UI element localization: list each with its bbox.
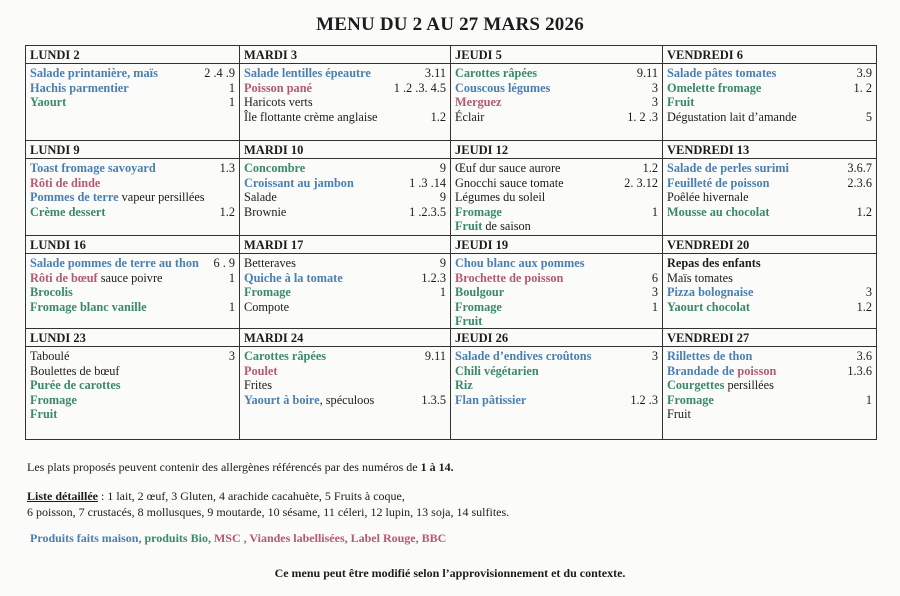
day-cell <box>663 329 876 439</box>
day-cell <box>663 141 876 235</box>
dish-name: Feuilleté de poisson <box>667 175 770 190</box>
day-header: LUNDI 16 <box>26 236 239 254</box>
day-cell <box>451 141 663 235</box>
day-cell <box>451 46 663 140</box>
dish-name: Betteraves <box>244 256 296 270</box>
dish-item <box>30 256 235 271</box>
allergen-codes: 1.2 <box>219 204 235 219</box>
day-cell <box>26 46 240 140</box>
dish-name: Boulgour <box>455 285 505 299</box>
dish-name: Œuf dur sauce aurore <box>455 161 561 175</box>
allergen-codes: 1.2 <box>642 161 658 175</box>
allergen-codes: 1.3.6 <box>847 363 872 378</box>
dish-item <box>455 176 658 191</box>
allergens-list-text1: : 1 lait, 2 œuf, 3 Gluten, 4 arachide cacahuète, 5 Fruits à coque, <box>97 489 405 503</box>
dish-item <box>455 66 658 81</box>
dish-item <box>667 205 872 220</box>
allergens-intro: Les plats proposés peuvent contenir des allergènes référencés par des numéros de <box>27 460 421 474</box>
dish-item <box>455 393 658 408</box>
dish-item <box>455 300 658 315</box>
allergen-codes: 1 <box>228 95 235 109</box>
dish-name: Fruit <box>30 407 58 421</box>
dish-name: Fromage <box>455 299 502 314</box>
day-cell <box>451 329 663 439</box>
allergen-codes: 1.3 <box>219 161 235 175</box>
allergen-codes: 9.11 <box>424 349 446 363</box>
dish-item <box>667 364 872 379</box>
allergen-codes: 3.6 <box>856 349 872 363</box>
day-header: JEUDI 19 <box>451 236 662 254</box>
day-header: MARDI 3 <box>240 46 450 64</box>
dish-name: Merguez <box>455 95 502 109</box>
dish-name: Boulettes de bœuf <box>30 363 120 378</box>
dish-list <box>451 159 662 234</box>
allergen-codes: 1 <box>651 299 658 314</box>
day-cell <box>451 236 663 328</box>
allergen-codes: 2 .4 .9 <box>204 66 235 80</box>
allergen-codes: 1 <box>228 80 235 95</box>
dish-item <box>30 81 235 96</box>
allergen-codes: 6 . 9 <box>213 256 235 270</box>
allergen-codes: 1 .2.3.5 <box>409 204 446 219</box>
day-header: VENDREDI 27 <box>663 329 876 347</box>
day-cell <box>240 141 451 235</box>
allergen-codes: 2.3.6 <box>847 175 872 190</box>
dish-name: Fromage <box>667 392 714 407</box>
dish-item <box>455 378 658 393</box>
dish-item <box>244 81 446 96</box>
day-cell <box>663 46 876 140</box>
dish-item <box>455 81 658 96</box>
day-cell <box>26 236 240 328</box>
dish-item <box>455 205 658 220</box>
allergen-codes: 1 <box>651 204 658 219</box>
legend-item: MSC <box>213 531 241 545</box>
legend-item: Produits faits maison, <box>30 531 145 545</box>
dish-list <box>240 64 450 124</box>
allergen-codes: 1 .3 .14 <box>409 175 446 190</box>
dish-item <box>455 190 658 205</box>
dish-name: Omelette fromage <box>667 80 762 95</box>
legend <box>30 531 446 546</box>
dish-item <box>667 110 872 125</box>
allergens-range: 1 à 14. <box>420 460 454 474</box>
allergen-codes: 1.2.3 <box>421 270 446 285</box>
dish-item <box>667 349 872 364</box>
allergen-codes: 1.3.5 <box>421 392 446 407</box>
allergen-codes: 1 <box>228 270 235 285</box>
dish-name: Rillettes de thon <box>667 349 753 363</box>
dish-name: Purée de carottes <box>30 378 121 392</box>
dish-item <box>455 95 658 110</box>
allergen-codes: 5 <box>865 109 872 124</box>
day-header: VENDREDI 20 <box>663 236 876 254</box>
dish-item <box>244 271 446 286</box>
dish-name: Chili végétarien <box>455 363 539 378</box>
dish-detail: persillées <box>724 378 774 392</box>
dish-item <box>30 176 235 191</box>
dish-name: Fromage <box>455 204 502 219</box>
allergen-codes: 1 .2 .3. 4.5 <box>393 80 446 95</box>
dish-name: Dégustation lait d’amande <box>667 109 797 124</box>
dish-item <box>667 81 872 96</box>
dish-item <box>667 393 872 408</box>
dish-list <box>663 64 876 124</box>
dish-name: Courgettes <box>667 378 725 392</box>
day-cell <box>26 141 240 235</box>
dish-item <box>244 256 446 271</box>
day-header: LUNDI 2 <box>26 46 239 64</box>
dish-name: Fromage <box>244 285 291 299</box>
dish-name: Toast fromage savoyard <box>30 161 156 175</box>
dish-name: Rôti de dinde <box>30 175 101 190</box>
allergen-codes: 3 <box>651 349 658 363</box>
allergen-codes: 9 <box>439 190 446 204</box>
dish-item <box>30 300 235 315</box>
allergen-codes: 3 <box>651 80 658 95</box>
dish-name: Fruit <box>667 95 695 109</box>
dish-name: Brocolis <box>30 285 73 299</box>
allergen-codes: 3 <box>865 285 872 299</box>
dish-name: Croissant au jambon <box>244 175 354 190</box>
allergens-list-line1 <box>27 489 405 504</box>
dish-item <box>30 161 235 176</box>
dish-name: Yaourt <box>30 95 67 109</box>
dish-item <box>30 285 235 300</box>
dish-name: Frites <box>244 378 273 392</box>
dish-name: Île flottante crème anglaise <box>244 109 378 124</box>
dish-name: Poêlée hivernale <box>667 190 749 204</box>
allergen-codes: 3 <box>228 349 235 363</box>
dish-item <box>455 110 658 125</box>
dish-name: Fromage <box>30 392 77 407</box>
dish-name: Carottes râpées <box>244 349 327 363</box>
day-header: MARDI 10 <box>240 141 450 159</box>
dish-detail: , spéculoos <box>319 392 375 407</box>
legend-item: produits Bio, <box>144 531 214 545</box>
dish-item <box>455 161 658 176</box>
allergen-codes: 9 <box>439 161 446 175</box>
dish-name: Chou blanc aux pommes <box>455 256 585 270</box>
dish-item <box>244 161 446 176</box>
dish-item <box>30 205 235 220</box>
dish-name: Couscous légumes <box>455 80 551 95</box>
dish-name: Poisson pané <box>244 80 312 95</box>
dish-list <box>26 159 239 219</box>
allergen-codes: 1.2 <box>856 204 872 219</box>
week-row <box>26 141 876 236</box>
dish-name: Carottes râpées <box>455 66 538 80</box>
dish-detail: vapeur persillées <box>118 190 205 204</box>
dish-item <box>30 378 235 393</box>
dish-item <box>30 271 235 286</box>
dish-list <box>663 254 876 314</box>
dish-name: Salade lentilles épeautre <box>244 66 371 80</box>
dish-name: Pommes de terre <box>30 190 119 204</box>
dish-item <box>667 95 872 110</box>
dish-item <box>667 190 872 205</box>
dish-item <box>30 190 235 205</box>
allergen-codes: 1 <box>439 285 446 299</box>
allergens-list-line2: 6 poisson, 7 crustacés, 8 mollusques, 9 moutarde, 10 sésame, 11 céleri, 12 lupin, 13 soja, 14 sulfites. <box>27 505 510 519</box>
week-row <box>26 46 876 141</box>
menu-grid <box>25 45 877 440</box>
dish-item <box>455 256 658 271</box>
dish-name: Gnocchi sauce tomate <box>455 175 564 190</box>
dish-name: Fromage blanc vanille <box>30 299 147 314</box>
dish-name: Salade printanière, maïs <box>30 66 158 80</box>
dish-name: Mousse au chocolat <box>667 204 770 219</box>
dish-item <box>667 271 872 286</box>
dish-detail: de saison <box>482 219 531 233</box>
allergen-codes: 6 <box>651 270 658 285</box>
dish-item <box>244 176 446 191</box>
allergen-codes: 1 <box>228 299 235 314</box>
dish-name: Brandade de <box>667 363 738 378</box>
dish-name: Riz <box>455 378 473 392</box>
allergen-codes: 3 <box>651 285 658 299</box>
dish-item <box>30 364 235 379</box>
dish-name: Yaourt à boire <box>244 392 320 407</box>
dish-name: Quiche à la tomate <box>244 270 343 285</box>
day-cell <box>240 236 451 328</box>
allergen-codes: 1.2 <box>430 109 446 124</box>
allergen-codes: 1. 2 .3 <box>627 109 658 124</box>
dish-item <box>30 66 235 81</box>
dish-item <box>244 66 446 81</box>
dish-item <box>244 95 446 110</box>
allergen-codes: 3.6.7 <box>847 161 872 175</box>
dish-item <box>455 271 658 286</box>
day-header: LUNDI 23 <box>26 329 239 347</box>
dish-item <box>667 256 872 271</box>
dish-item <box>30 407 235 422</box>
dish-name: Taboulé <box>30 349 70 363</box>
dish-item <box>667 378 872 393</box>
day-cell <box>240 46 451 140</box>
dish-name: Concombre <box>244 161 306 175</box>
day-cell <box>240 329 451 439</box>
dish-name: Salade de perles surimi <box>667 161 789 175</box>
allergen-codes: 1 <box>865 392 872 407</box>
dish-item <box>244 364 446 379</box>
allergen-codes: 1. 2 <box>853 80 872 95</box>
dish-list <box>26 254 239 314</box>
day-header: MARDI 17 <box>240 236 450 254</box>
dish-detail: sauce poivre <box>97 270 163 285</box>
dish-item <box>667 176 872 191</box>
allergen-codes: 3.11 <box>424 66 446 80</box>
day-cell <box>663 236 876 328</box>
dish-list <box>663 159 876 219</box>
dish-name: Maïs tomates <box>667 270 733 285</box>
dish-item <box>244 393 446 408</box>
dish-name: Salade <box>244 190 277 204</box>
dish-name: Poulet <box>244 363 278 378</box>
dish-name: Brochette de poisson <box>455 270 564 285</box>
dish-item <box>667 407 872 422</box>
day-header: JEUDI 26 <box>451 329 662 347</box>
dish-item <box>30 393 235 408</box>
dish-list <box>26 64 239 110</box>
dish-item <box>244 190 446 205</box>
dish-list <box>663 347 876 422</box>
dish-item <box>455 219 658 234</box>
dish-name: Salade pâtes tomates <box>667 66 777 80</box>
dish-item <box>455 349 658 364</box>
dish-item <box>244 300 446 315</box>
day-header: VENDREDI 13 <box>663 141 876 159</box>
dish-list <box>240 347 450 407</box>
day-header: JEUDI 12 <box>451 141 662 159</box>
day-header: VENDREDI 6 <box>663 46 876 64</box>
day-header: LUNDI 9 <box>26 141 239 159</box>
allergens-list-title: Liste détaillée <box>27 489 98 503</box>
week-row <box>26 236 876 329</box>
day-cell <box>26 329 240 439</box>
footer-note: Ce menu peut être modifié selon l’approvisionnement et du contexte. <box>274 566 626 580</box>
dish-name: Rôti de bœuf <box>30 270 98 285</box>
dish-item <box>244 110 446 125</box>
dish-name: Salade d’endives croûtons <box>455 349 592 363</box>
week-row <box>26 329 876 439</box>
allergen-codes: 1.2 .3 <box>630 392 658 407</box>
dish-name: Fruit <box>455 314 483 328</box>
dish-item <box>455 285 658 300</box>
dish-name-suffix: poisson <box>737 363 777 378</box>
dish-name: Légumes du soleil <box>455 190 546 204</box>
dish-list <box>240 159 450 219</box>
dish-name: Fruit <box>667 407 691 421</box>
dish-name: Crème dessert <box>30 204 106 219</box>
dish-list <box>240 254 450 314</box>
dish-name: Salade pommes de terre au thon <box>30 256 199 270</box>
day-header: JEUDI 5 <box>451 46 662 64</box>
allergen-codes: 2. 3.12 <box>624 175 658 190</box>
dish-item <box>667 161 872 176</box>
day-header: MARDI 24 <box>240 329 450 347</box>
dish-name: Hachis parmentier <box>30 80 129 95</box>
allergens-note <box>27 460 454 475</box>
dish-item <box>667 66 872 81</box>
dish-item <box>667 300 872 315</box>
allergen-codes: 9.11 <box>636 66 658 80</box>
allergen-codes: 1.2 <box>856 299 872 314</box>
dish-item <box>244 378 446 393</box>
dish-list <box>451 254 662 329</box>
dish-item <box>667 285 872 300</box>
page-title: MENU DU 2 AU 27 MARS 2026 <box>316 14 584 35</box>
dish-name: Flan pâtissier <box>455 392 527 407</box>
dish-item <box>30 349 235 364</box>
dish-name: Brownie <box>244 204 287 219</box>
dish-name: Haricots verts <box>244 95 313 109</box>
dish-list <box>26 347 239 422</box>
dish-name: Yaourt chocolat <box>667 299 750 314</box>
allergen-codes: 9 <box>439 256 446 270</box>
dish-list <box>451 64 662 124</box>
dish-list <box>451 347 662 407</box>
dish-name: Repas des enfants <box>667 256 761 270</box>
allergen-codes: 3 <box>651 95 658 109</box>
dish-item <box>244 205 446 220</box>
dish-item <box>244 349 446 364</box>
dish-name: Pizza bolognaise <box>667 285 754 299</box>
dish-item <box>244 285 446 300</box>
dish-item <box>455 314 658 329</box>
dish-name: Éclair <box>455 109 485 124</box>
dish-item <box>455 364 658 379</box>
dish-name: Fruit <box>455 219 483 233</box>
allergen-codes: 3.9 <box>856 66 872 80</box>
dish-item <box>30 95 235 110</box>
dish-name: Compote <box>244 299 290 314</box>
legend-item: , Viandes labellisées, Label Rouge, BBC <box>240 531 447 545</box>
